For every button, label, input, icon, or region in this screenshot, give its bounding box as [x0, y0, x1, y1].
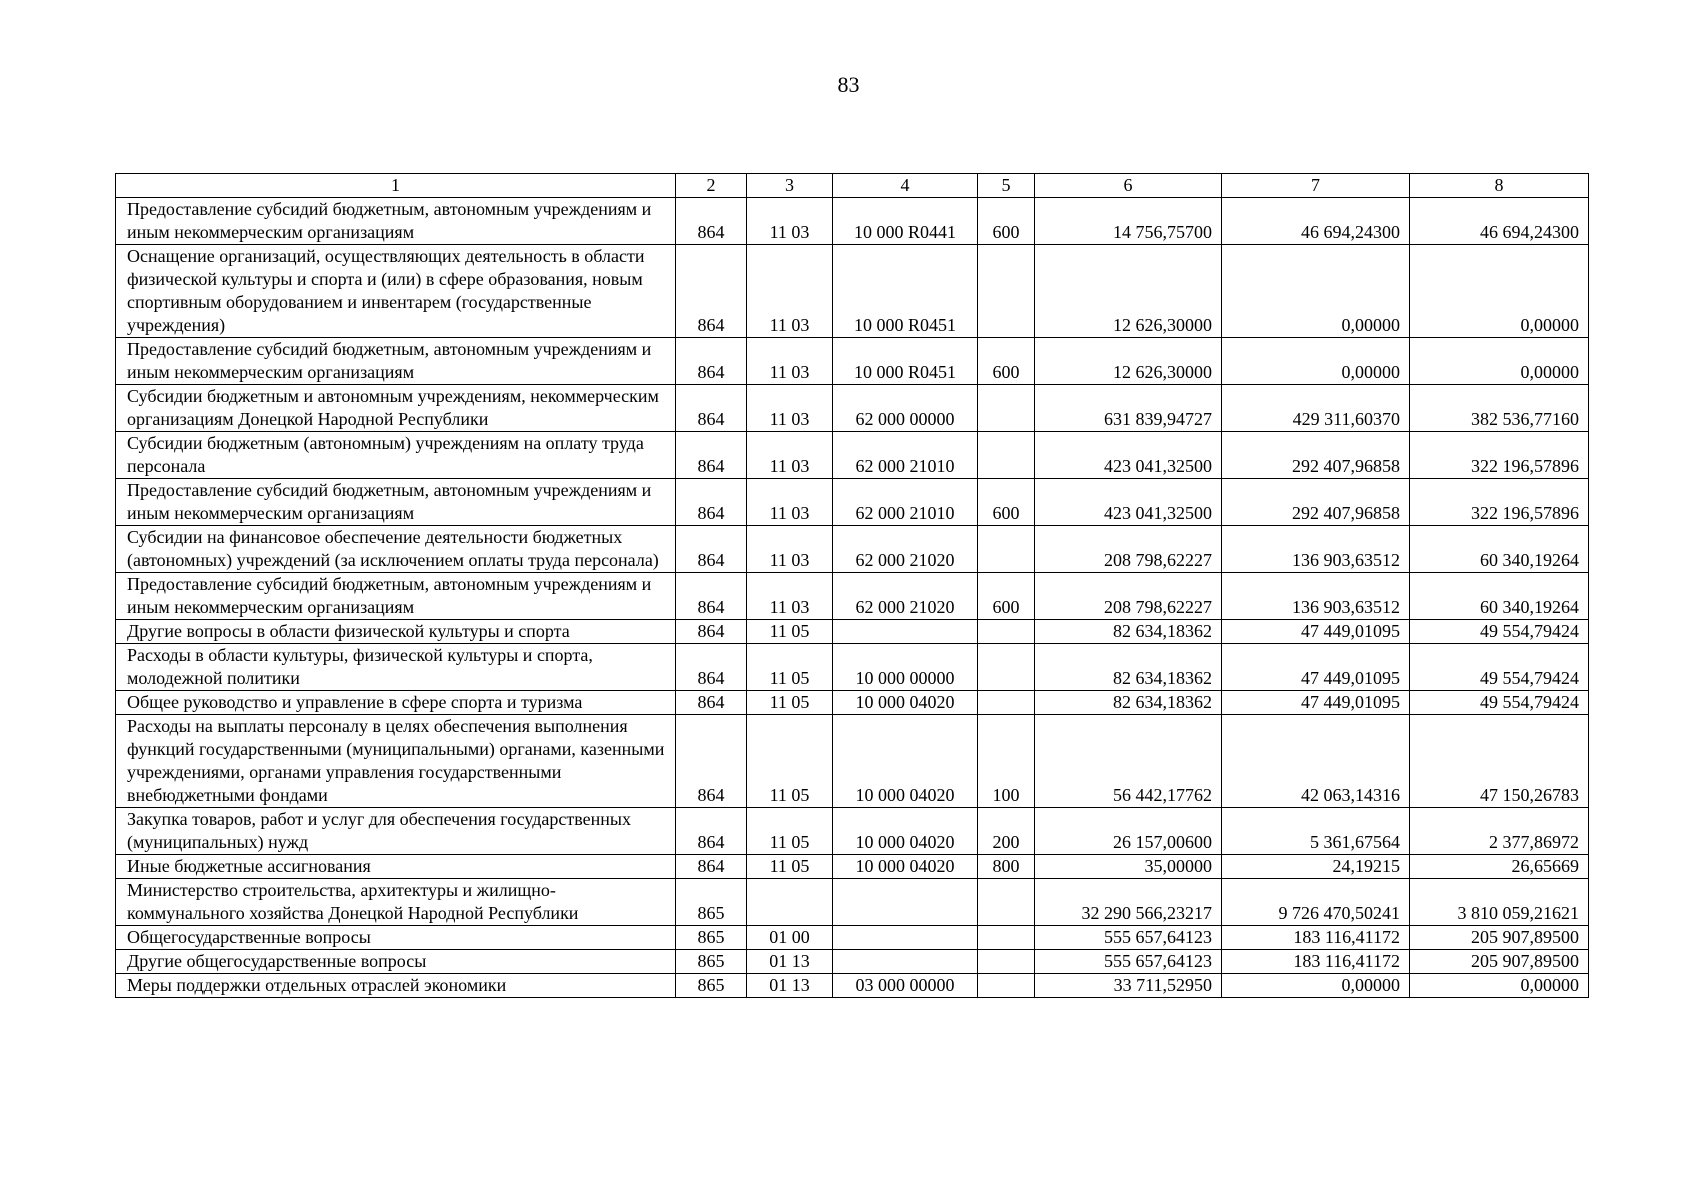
target-article-cell: 10 000 04020	[833, 808, 978, 855]
target-article-cell: 10 000 R0451	[833, 245, 978, 338]
expense-type-cell	[978, 620, 1035, 644]
amount-col-8-cell: 0,00000	[1410, 974, 1589, 998]
amount-col-8-cell: 60 340,19264	[1410, 526, 1589, 573]
expense-type-cell	[978, 644, 1035, 691]
amount-col-6-cell: 32 290 566,23217	[1035, 879, 1222, 926]
amount-col-6-cell: 14 756,75700	[1035, 198, 1222, 245]
table-row	[116, 926, 1589, 950]
amount-col-6-cell: 35,00000	[1035, 855, 1222, 879]
amount-col-8-cell: 49 554,79424	[1410, 644, 1589, 691]
amount-col-7-cell: 47 449,01095	[1222, 644, 1410, 691]
table-row	[116, 644, 1589, 691]
section-code-cell: 11 03	[747, 338, 833, 385]
target-article-cell: 62 000 21020	[833, 573, 978, 620]
section-code-cell: 01 13	[747, 950, 833, 974]
section-code-cell: 11 03	[747, 479, 833, 526]
amount-col-7-cell: 47 449,01095	[1222, 620, 1410, 644]
table-row	[116, 715, 1589, 808]
expense-type-cell	[978, 691, 1035, 715]
amount-col-6-cell: 12 626,30000	[1035, 245, 1222, 338]
row-name-cell: Субсидии бюджетным и автономным учреждениям, некоммерческим организациям Донецкой Народной Республики	[116, 385, 676, 432]
amount-col-6-cell: 82 634,18362	[1035, 691, 1222, 715]
amount-col-8-cell: 0,00000	[1410, 245, 1589, 338]
target-article-cell: 10 000 04020	[833, 715, 978, 808]
expense-type-cell	[978, 974, 1035, 998]
target-article-cell: 10 000 R0451	[833, 338, 978, 385]
header-col-7: 7	[1222, 174, 1410, 198]
target-article-cell	[833, 950, 978, 974]
amount-col-8-cell: 2 377,86972	[1410, 808, 1589, 855]
row-name-cell: Предоставление субсидий бюджетным, автономным учреждениям и иным некоммерческим организациям	[116, 573, 676, 620]
amount-col-8-cell: 49 554,79424	[1410, 620, 1589, 644]
table-row	[116, 385, 1589, 432]
amount-col-7-cell: 183 116,41172	[1222, 926, 1410, 950]
budget-table	[115, 173, 1589, 998]
expense-type-cell: 600	[978, 573, 1035, 620]
amount-col-7-cell: 5 361,67564	[1222, 808, 1410, 855]
section-code-cell: 11 03	[747, 526, 833, 573]
amount-col-8-cell: 60 340,19264	[1410, 573, 1589, 620]
amount-col-7-cell: 136 903,63512	[1222, 573, 1410, 620]
row-name-cell: Другие общегосударственные вопросы	[116, 950, 676, 974]
target-article-cell: 62 000 21020	[833, 526, 978, 573]
ministry-code-cell: 865	[676, 950, 747, 974]
row-name-cell: Меры поддержки отдельных отраслей экономики	[116, 974, 676, 998]
ministry-code-cell: 864	[676, 245, 747, 338]
expense-type-cell: 200	[978, 808, 1035, 855]
ministry-code-cell: 864	[676, 808, 747, 855]
amount-col-6-cell: 56 442,17762	[1035, 715, 1222, 808]
amount-col-8-cell: 0,00000	[1410, 338, 1589, 385]
ministry-code-cell: 864	[676, 432, 747, 479]
expense-type-cell	[978, 950, 1035, 974]
ministry-code-cell: 864	[676, 526, 747, 573]
page-number: 83	[837, 72, 860, 97]
row-name-cell: Иные бюджетные ассигнования	[116, 855, 676, 879]
table-row	[116, 526, 1589, 573]
amount-col-6-cell: 208 798,62227	[1035, 526, 1222, 573]
amount-col-8-cell: 26,65669	[1410, 855, 1589, 879]
amount-col-7-cell: 292 407,96858	[1222, 432, 1410, 479]
row-name-cell: Расходы на выплаты персоналу в целях обеспечения выполнения функций государственными (муниципальными) органами, казенными учреждениями, органами управления государственными внебюджетными фондами	[116, 715, 676, 808]
table-row	[116, 479, 1589, 526]
row-name-cell: Общее руководство и управление в сфере спорта и туризма	[116, 691, 676, 715]
table-row	[116, 691, 1589, 715]
section-code-cell: 11 05	[747, 855, 833, 879]
section-code-cell: 11 03	[747, 573, 833, 620]
amount-col-6-cell: 555 657,64123	[1035, 950, 1222, 974]
header-row	[116, 174, 1589, 198]
header-col-1: 1	[116, 174, 676, 198]
row-name-cell: Министерство строительства, архитектуры и жилищно-коммунального хозяйства Донецкой Народной Республики	[116, 879, 676, 926]
table-body	[116, 198, 1589, 998]
section-code-cell: 01 00	[747, 926, 833, 950]
section-code-cell: 11 05	[747, 715, 833, 808]
header-col-8: 8	[1410, 174, 1589, 198]
target-article-cell: 62 000 21010	[833, 479, 978, 526]
target-article-cell: 62 000 00000	[833, 385, 978, 432]
amount-col-6-cell: 33 711,52950	[1035, 974, 1222, 998]
amount-col-6-cell: 12 626,30000	[1035, 338, 1222, 385]
amount-col-8-cell: 382 536,77160	[1410, 385, 1589, 432]
header-col-6: 6	[1035, 174, 1222, 198]
amount-col-6-cell: 631 839,94727	[1035, 385, 1222, 432]
amount-col-7-cell: 46 694,24300	[1222, 198, 1410, 245]
row-name-cell: Общегосударственные вопросы	[116, 926, 676, 950]
ministry-code-cell: 864	[676, 715, 747, 808]
row-name-cell: Другие вопросы в области физической культуры и спорта	[116, 620, 676, 644]
header-col-5: 5	[978, 174, 1035, 198]
section-code-cell: 11 05	[747, 808, 833, 855]
expense-type-cell	[978, 879, 1035, 926]
table-row	[116, 432, 1589, 479]
amount-col-8-cell: 46 694,24300	[1410, 198, 1589, 245]
ministry-code-cell: 864	[676, 338, 747, 385]
target-article-cell: 10 000 R0441	[833, 198, 978, 245]
target-article-cell: 62 000 21010	[833, 432, 978, 479]
table-row	[116, 950, 1589, 974]
amount-col-8-cell: 322 196,57896	[1410, 432, 1589, 479]
target-article-cell: 10 000 04020	[833, 691, 978, 715]
amount-col-7-cell: 0,00000	[1222, 245, 1410, 338]
amount-col-8-cell: 47 150,26783	[1410, 715, 1589, 808]
table-row	[116, 879, 1589, 926]
section-code-cell	[747, 879, 833, 926]
expense-type-cell: 600	[978, 198, 1035, 245]
table-header	[116, 174, 1589, 198]
header-col-3: 3	[747, 174, 833, 198]
target-article-cell	[833, 879, 978, 926]
table-row	[116, 338, 1589, 385]
row-name-cell: Предоставление субсидий бюджетным, автономным учреждениям и иным некоммерческим организациям	[116, 479, 676, 526]
amount-col-7-cell: 429 311,60370	[1222, 385, 1410, 432]
amount-col-6-cell: 82 634,18362	[1035, 644, 1222, 691]
table-row	[116, 245, 1589, 338]
amount-col-7-cell: 183 116,41172	[1222, 950, 1410, 974]
table-row	[116, 855, 1589, 879]
row-name-cell: Предоставление субсидий бюджетным, автономным учреждениям и иным некоммерческим организациям	[116, 338, 676, 385]
table-row	[116, 808, 1589, 855]
section-code-cell: 11 05	[747, 691, 833, 715]
ministry-code-cell: 864	[676, 620, 747, 644]
row-name-cell: Субсидии бюджетным (автономным) учреждениям на оплату труда персонала	[116, 432, 676, 479]
table-row	[116, 974, 1589, 998]
row-name-cell: Закупка товаров, работ и услуг для обеспечения государственных (муниципальных) нужд	[116, 808, 676, 855]
target-article-cell: 10 000 04020	[833, 855, 978, 879]
expense-type-cell	[978, 385, 1035, 432]
amount-col-6-cell: 82 634,18362	[1035, 620, 1222, 644]
amount-col-6-cell: 423 041,32500	[1035, 479, 1222, 526]
ministry-code-cell: 865	[676, 879, 747, 926]
ministry-code-cell: 864	[676, 198, 747, 245]
amount-col-7-cell: 42 063,14316	[1222, 715, 1410, 808]
expense-type-cell	[978, 526, 1035, 573]
amount-col-7-cell: 24,19215	[1222, 855, 1410, 879]
amount-col-7-cell: 0,00000	[1222, 338, 1410, 385]
expense-type-cell	[978, 432, 1035, 479]
ministry-code-cell: 864	[676, 385, 747, 432]
expense-type-cell	[978, 245, 1035, 338]
amount-col-6-cell: 26 157,00600	[1035, 808, 1222, 855]
target-article-cell	[833, 620, 978, 644]
expense-type-cell: 600	[978, 479, 1035, 526]
ministry-code-cell: 864	[676, 573, 747, 620]
table-row	[116, 573, 1589, 620]
amount-col-8-cell: 49 554,79424	[1410, 691, 1589, 715]
ministry-code-cell: 864	[676, 644, 747, 691]
amount-col-6-cell: 423 041,32500	[1035, 432, 1222, 479]
amount-col-7-cell: 0,00000	[1222, 974, 1410, 998]
expense-type-cell: 600	[978, 338, 1035, 385]
header-col-4: 4	[833, 174, 978, 198]
header-col-2: 2	[676, 174, 747, 198]
section-code-cell: 11 03	[747, 432, 833, 479]
amount-col-8-cell: 322 196,57896	[1410, 479, 1589, 526]
row-name-cell: Оснащение организаций, осуществляющих деятельность в области физической культуры и спорта и (или) в сфере образования, новым спортивным оборудованием и инвентарем (государственные учреждения)	[116, 245, 676, 338]
amount-col-7-cell: 136 903,63512	[1222, 526, 1410, 573]
table-row	[116, 198, 1589, 245]
section-code-cell: 11 05	[747, 620, 833, 644]
target-article-cell: 03 000 00000	[833, 974, 978, 998]
ministry-code-cell: 865	[676, 974, 747, 998]
section-code-cell: 11 03	[747, 385, 833, 432]
amount-col-8-cell: 205 907,89500	[1410, 950, 1589, 974]
amount-col-7-cell: 292 407,96858	[1222, 479, 1410, 526]
section-code-cell: 11 03	[747, 245, 833, 338]
section-code-cell: 01 13	[747, 974, 833, 998]
expense-type-cell	[978, 926, 1035, 950]
ministry-code-cell: 864	[676, 691, 747, 715]
ministry-code-cell: 865	[676, 926, 747, 950]
amount-col-6-cell: 555 657,64123	[1035, 926, 1222, 950]
section-code-cell: 11 03	[747, 198, 833, 245]
amount-col-8-cell: 3 810 059,21621	[1410, 879, 1589, 926]
amount-col-8-cell: 205 907,89500	[1410, 926, 1589, 950]
expense-type-cell: 800	[978, 855, 1035, 879]
amount-col-7-cell: 9 726 470,50241	[1222, 879, 1410, 926]
amount-col-6-cell: 208 798,62227	[1035, 573, 1222, 620]
row-name-cell: Предоставление субсидий бюджетным, автономным учреждениям и иным некоммерческим организациям	[116, 198, 676, 245]
target-article-cell	[833, 926, 978, 950]
section-code-cell: 11 05	[747, 644, 833, 691]
row-name-cell: Расходы в области культуры, физической культуры и спорта, молодежной политики	[116, 644, 676, 691]
amount-col-7-cell: 47 449,01095	[1222, 691, 1410, 715]
table-row	[116, 620, 1589, 644]
ministry-code-cell: 864	[676, 855, 747, 879]
expense-type-cell: 100	[978, 715, 1035, 808]
ministry-code-cell: 864	[676, 479, 747, 526]
target-article-cell: 10 000 00000	[833, 644, 978, 691]
row-name-cell: Субсидии на финансовое обеспечение деятельности бюджетных (автономных) учреждений (за исключением оплаты труда персонала)	[116, 526, 676, 573]
